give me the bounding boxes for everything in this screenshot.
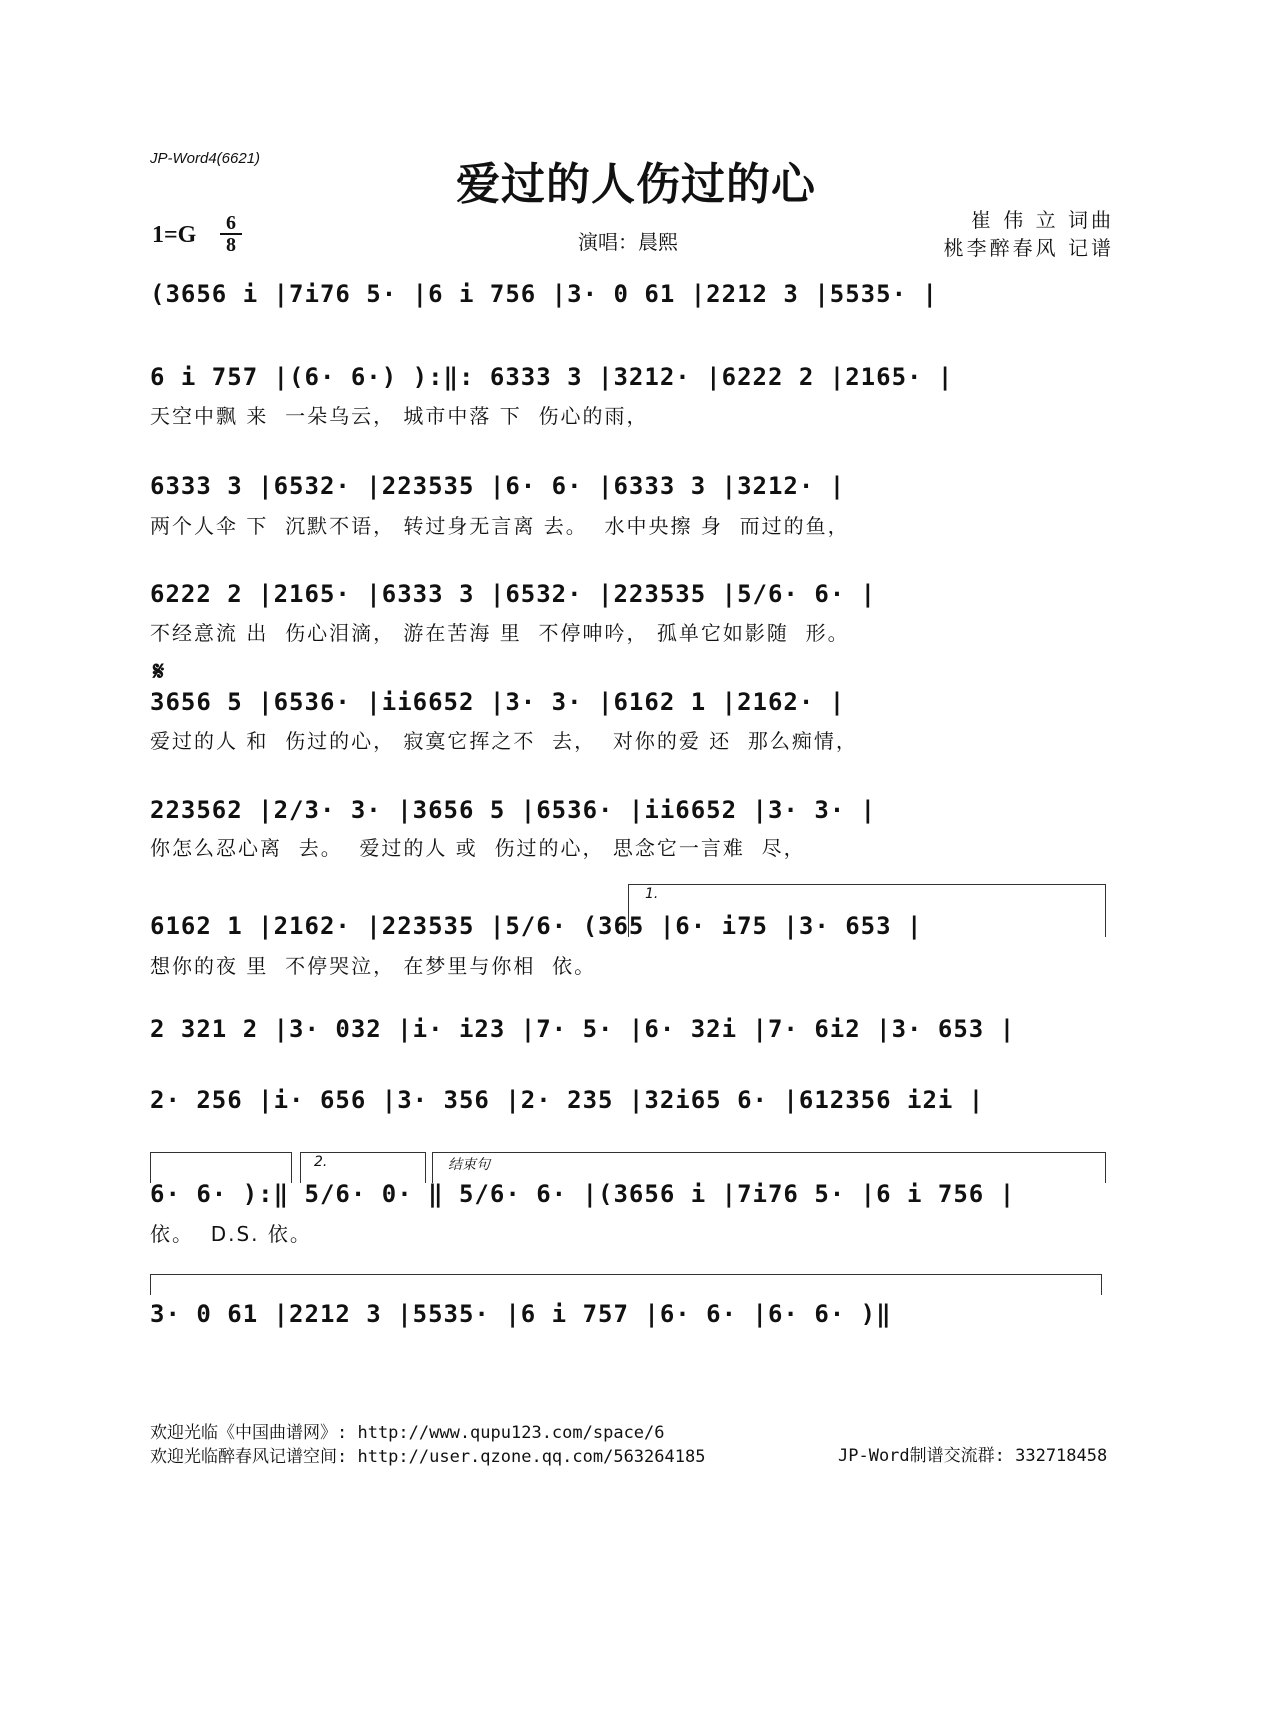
song-title: 爱过的人伤过的心 <box>456 159 816 210</box>
score-line-9: 2· 256 |i· 656 |3· 356 |2· 235 |32i65 6· |612356 i2i | <box>150 1086 985 1114</box>
score-line-10: 6· 6· ):‖ 5/6· 0· ‖ 5/6· 6· |(3656 i |7i76 5· |6 i 756 | <box>150 1180 1016 1208</box>
singer-credit: 演唱：晨熙 <box>578 230 678 254</box>
key-signature: 1=G <box>152 222 197 248</box>
program-label: JP-Word4(6621) <box>150 150 261 167</box>
ending-label: 结束句 <box>448 1157 490 1173</box>
lyric-line-4: 不经意流 出 伤心泪滴， 游在苦海 里 不停呻吟， 孤单它如影随 形。 <box>150 621 850 645</box>
ending-bracket <box>432 1152 1106 1183</box>
score-line-1: (3656 i |7i76 5· |6 i 756 |3· 0 61 |2212 3 |5535· | <box>150 280 938 308</box>
lyric-line-7: 想你的夜 里 不停哭泣， 在梦里与你相 依。 <box>150 954 597 978</box>
time-numerator: 6 <box>226 212 236 234</box>
score-line-4: 6222 2 |2165· |6333 3 |6532· |223535 |5/6· 6· | <box>150 580 877 608</box>
score-line-11: 3· 0 61 |2212 3 |5535· |6 i 757 |6· 6· |6· 6· )‖ <box>150 1300 892 1328</box>
footer-qq-group: JP-Word制谱交流群: 332718458 <box>838 1446 1108 1466</box>
footer-line-2: 欢迎光临醉春风记谱空间: http://user.qzone.qq.com/563264185 <box>150 1447 706 1467</box>
volta-2-label: 2. <box>314 1154 328 1170</box>
score-line-2: 6 i 757 |(6· 6·) ):‖: 6333 3 |3212· |6222 2 |2165· | <box>150 363 954 391</box>
time-signature <box>218 214 244 254</box>
time-denominator: 8 <box>226 234 236 256</box>
segno-sign: 𝄋 <box>153 657 165 687</box>
transcriber-credit: 桃李醉春风 记谱 <box>943 236 1114 260</box>
lyric-line-2: 天空中飘 来 一朵乌云， 城市中落 下 伤心的雨， <box>150 404 649 428</box>
volta-1-label: 1. <box>645 886 659 902</box>
repeat-bracket <box>150 1152 292 1183</box>
score-line-6: 223562 |2/3· 3· |3656 5 |6536· |ii6652 |3· 3· | <box>150 796 877 824</box>
lyric-line-3: 两个人伞 下 沉默不语， 转过身无言离 去。 水中央擦 身 而过的鱼， <box>150 514 850 538</box>
lyric-line-6: 你怎么忍心离 去。 爱过的人 或 伤过的心， 思念它一言难 尽， <box>150 836 806 860</box>
score-line-3: 6333 3 |6532· |223535 |6· 6· |6333 3 |3212· | <box>150 472 846 500</box>
score-line-7: 6162 1 |2162· |223535 |5/6· (365 |6· i75 |3· 653 | <box>150 912 923 940</box>
final-bracket <box>150 1274 1102 1295</box>
footer-line-1: 欢迎光临《中国曲谱网》: http://www.qupu123.com/space/6 <box>150 1423 665 1443</box>
lyric-line-10: 依。 D.S. 依。 <box>150 1222 312 1246</box>
composer-credit: 崔 伟 立 词曲 <box>970 208 1114 232</box>
lyric-line-5: 爱过的人 和 伤过的心， 寂寞它挥之不 去， 对你的爱 还 那么痴情， <box>150 729 858 753</box>
score-line-5: 3656 5 |6536· |ii6652 |3· 3· |6162 1 |2162· | <box>150 688 846 716</box>
score-line-8: 2 321 2 |3· 032 |i· i23 |7· 5· |6· 32i |7· 6i2 |3· 653 | <box>150 1015 1016 1043</box>
